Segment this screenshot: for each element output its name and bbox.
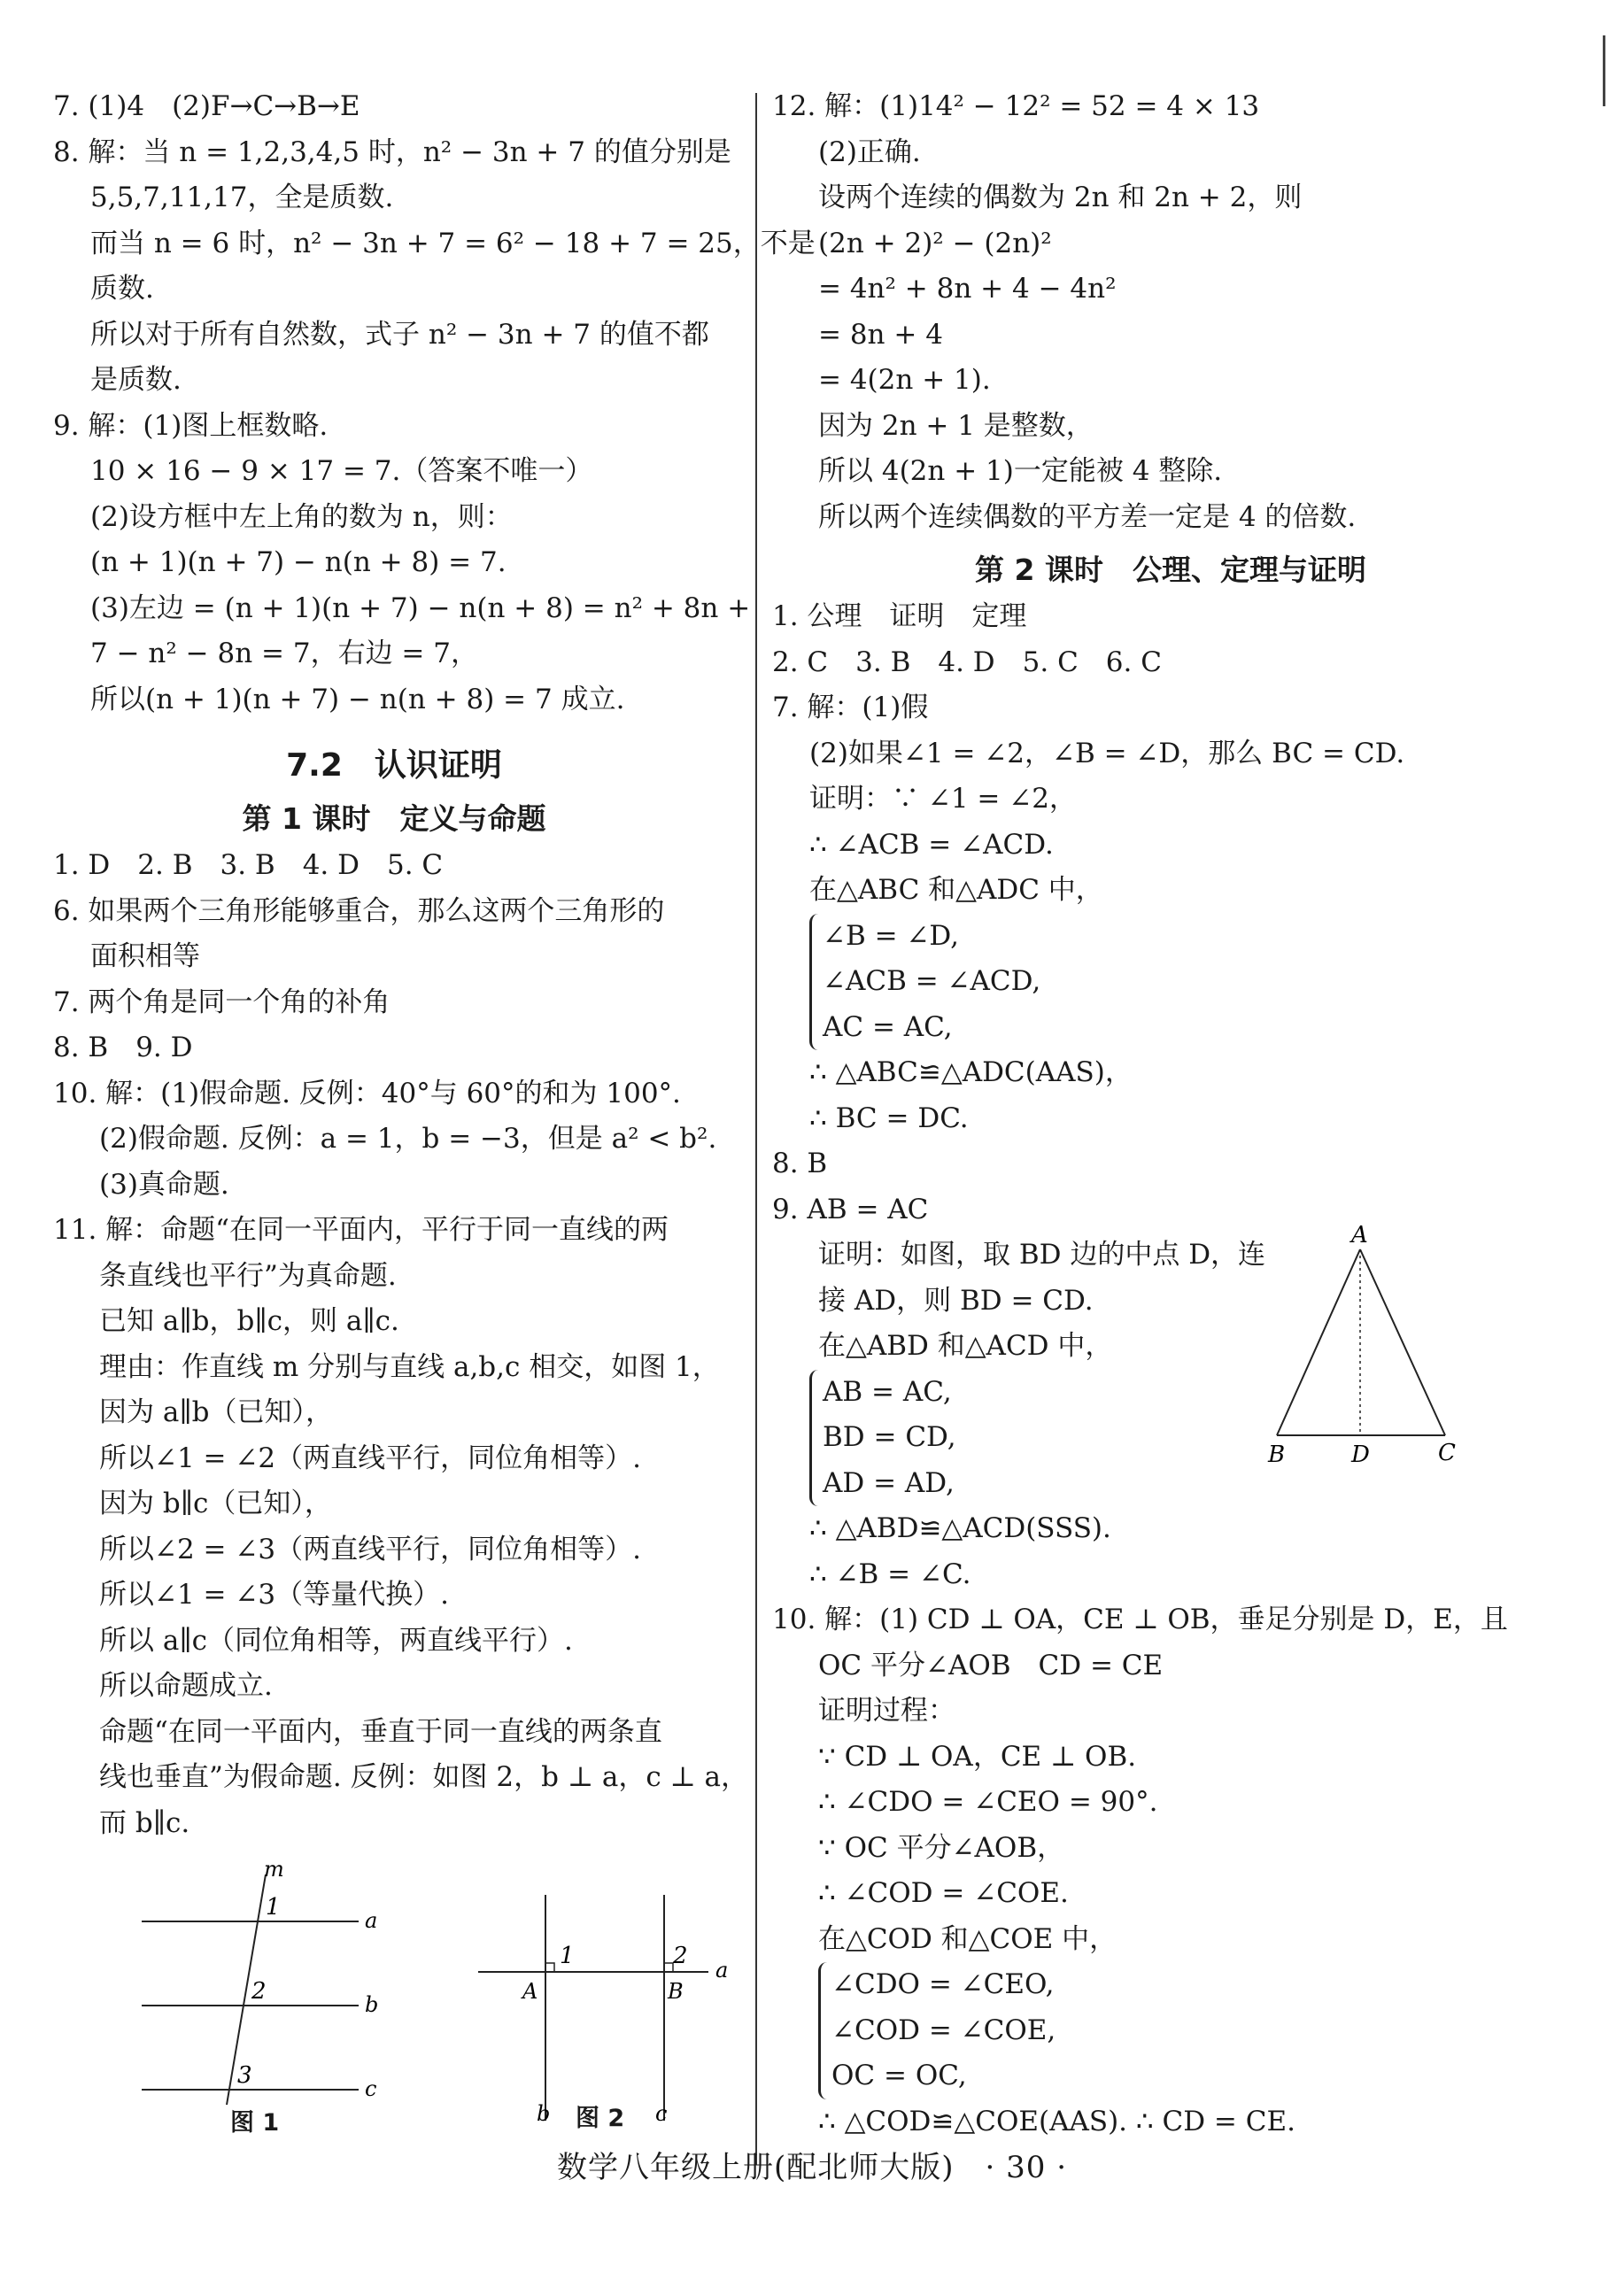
text-line: 证明：如图，取 BD 边的中点 D，连 xyxy=(818,1239,1266,1271)
text-line: 12. 解：(1)14² − 12² = 52 = 4 × 13 xyxy=(772,90,1260,122)
text-line: 而当 n = 6 时，n² − 3n + 7 = 6² − 18 + 7 = 25，不是 xyxy=(90,227,816,259)
text-line: 所以∠1 = ∠3（等量代换）. xyxy=(99,1579,449,1611)
text-line: 条直线也平行”为真命题. xyxy=(99,1259,397,1292)
tri-label-A: A xyxy=(1351,1222,1368,1248)
text-line: ∴ ∠CDO = ∠CEO = 90°. xyxy=(818,1786,1158,1818)
text-line: (3)真命题. xyxy=(99,1168,229,1201)
figure-1-caption: 图 1 xyxy=(230,2109,280,2137)
text-line: 10. 解：(1) CD ⊥ OA，CE ⊥ OB，垂足分别是 D，E，且 xyxy=(772,1604,1508,1635)
lesson-title: 第 1 课时 定义与命题 xyxy=(242,801,546,836)
fig2-label-b: b xyxy=(537,2101,551,2126)
text-line: 5,5,7,11,17，全是质数. xyxy=(90,182,394,213)
text-line: AC = AC, xyxy=(823,1010,953,1043)
fig2-label-A: A xyxy=(522,1979,538,2004)
right-block-b xyxy=(772,594,1569,914)
equation-system-10 xyxy=(818,1962,1569,2099)
right-block-c xyxy=(772,1050,1569,1506)
fig1-angle-2: 2 xyxy=(251,1978,267,2005)
text-line: ∵ CD ⊥ OA，CE ⊥ OB. xyxy=(818,1740,1137,1773)
left-column xyxy=(53,84,816,2138)
triangle-diagram xyxy=(1268,1222,1463,1468)
triangle-side-ab xyxy=(1277,1249,1360,1435)
fig1-angle-3: 3 xyxy=(237,2062,252,2089)
text-line: ∴ ∠B = ∠C. xyxy=(809,1558,971,1590)
page-footer: 数学八年级上册(配北师大版) · 30 · xyxy=(556,2150,1068,2185)
text-line: 1. D 2. B 3. B 4. D 5. C xyxy=(53,849,444,881)
text-line: 所以∠1 = ∠2（两直线平行，同位角相等）. xyxy=(99,1442,641,1474)
fig1-label-c: c xyxy=(365,2076,377,2101)
tri-label-C: C xyxy=(1438,1440,1456,1466)
text-line: = 4(2n + 1). xyxy=(818,364,991,396)
text-line: 10 × 16 − 9 × 17 = 7.（答案不唯一） xyxy=(90,455,593,487)
column-divider xyxy=(755,93,757,2165)
text-line: ∠CDO = ∠CEO, xyxy=(831,1968,1055,2000)
text-line: 所以 4(2n + 1)一定能被 4 整除. xyxy=(818,455,1223,487)
text-line: 所以命题成立. xyxy=(99,1670,273,1702)
text-line: 9. AB = AC xyxy=(772,1193,929,1225)
tri-label-D: D xyxy=(1351,1442,1370,1468)
text-line: 所以(n + 1)(n + 7) − n(n + 8) = 7 成立. xyxy=(90,683,625,715)
text-line: (2)设方框中左上角的数为 n，则： xyxy=(90,500,513,533)
fig2-angle-2: 2 xyxy=(673,1943,688,1969)
text-line: = 4n² + 8n + 4 − 4n² xyxy=(818,273,1117,305)
text-line: 1. 公理 证明 定理 xyxy=(772,600,1027,632)
text-line: 命题“在同一平面内，垂直于同一直线的两条直 xyxy=(99,1715,662,1748)
fig1-label-b: b xyxy=(365,1992,379,2017)
text-line: ∠ACB = ∠ACD, xyxy=(823,965,1041,997)
text-line: 所以两个连续偶数的平方差一定是 4 的倍数. xyxy=(818,500,1357,533)
text-line: 面积相等 xyxy=(90,940,200,972)
text-line: ∴ △ABC≌△ADC(AAS)， xyxy=(809,1056,1133,1088)
text-line: (3)左边 = (n + 1)(n + 7) − n(n + 8) = n² + 8n + xyxy=(90,591,751,624)
text-line: 8. B xyxy=(772,1148,828,1179)
text-line: ∴ ∠COD = ∠COE. xyxy=(818,1877,1069,1909)
text-line: ∵ OC 平分∠AOB， xyxy=(818,1831,1065,1864)
text-line: 因为 2n + 1 是整数， xyxy=(818,409,1094,442)
text-line: 质数. xyxy=(90,273,154,305)
fig1-label-a: a xyxy=(365,1908,378,1933)
page-edge-mark xyxy=(1603,35,1605,106)
text-line: 10. 解：(1)假命题. 反例：40°与 60°的和为 100°. xyxy=(53,1077,681,1109)
text-line: (2)假命题. 反例：a = 1，b = −3，但是 a² < b². xyxy=(99,1123,717,1155)
fig2-label-c: c xyxy=(655,2101,668,2126)
text-line: ∴ △COD≌△COE(AAS). ∴ CD = CE. xyxy=(818,2105,1295,2137)
text-line: 6. 如果两个三角形能够重合，那么这两个三角形的 xyxy=(53,894,665,927)
right-block-a xyxy=(772,84,1569,540)
text-line: 是质数. xyxy=(90,364,182,396)
text-line: ∴ BC = DC. xyxy=(809,1101,969,1134)
text-line: 所以∠2 = ∠3（两直线平行，同位角相等）. xyxy=(99,1533,641,1565)
text-line: ∠COD = ∠COE, xyxy=(831,2014,1056,2046)
text-line: 2. C 3. B 4. D 5. C 6. C xyxy=(772,645,1162,678)
fig2-right-angle-1 xyxy=(545,1963,554,1972)
text-line: = 8n + 4 xyxy=(818,318,943,351)
text-line: 已知 a∥b，b∥c，则 a∥c. xyxy=(99,1305,399,1337)
fig2-label-a: a xyxy=(715,1958,729,1983)
text-line: (n + 1)(n + 7) − n(n + 8) = 7. xyxy=(90,546,507,578)
text-line: AB = AC, xyxy=(823,1375,952,1408)
text-line: 在△ABD 和△ACD 中， xyxy=(818,1330,1113,1362)
tri-label-B: B xyxy=(1268,1442,1286,1468)
text-line: 接 AD，则 BD = CD. xyxy=(818,1284,1094,1317)
fig2-label-B: B xyxy=(668,1979,684,2004)
equation-system-7 xyxy=(809,914,1569,1051)
text-line: BD = CD, xyxy=(823,1421,956,1453)
text-line: 11. 解：命题“在同一平面内，平行于同一直线的两 xyxy=(53,1214,669,1246)
triangle-side-ac xyxy=(1360,1249,1445,1435)
fig2-angle-1: 1 xyxy=(560,1943,575,1969)
text-line: 9. 解：(1)图上框数略. xyxy=(53,409,329,442)
text-line: 7. 两个角是同一个角的补角 xyxy=(53,986,391,1018)
fig1-angle-1: 1 xyxy=(266,1894,281,1921)
text-line: ∴ △ABD≌△ACD(SSS). xyxy=(809,1512,1111,1544)
section-title: 7.2 认识证明 xyxy=(286,747,502,784)
text-line: (2)如果∠1 = ∠2，∠B = ∠D，那么 BC = CD. xyxy=(809,737,1405,769)
text-line: 在△COD 和△COE 中， xyxy=(818,1922,1117,1955)
text-line: AD = AD, xyxy=(823,1466,955,1499)
text-line: 8. B 9. D xyxy=(53,1032,193,1063)
text-line: OC = OC, xyxy=(831,2060,967,2091)
text-line: (2)正确. xyxy=(818,135,921,168)
text-line: 证明过程： xyxy=(818,1695,955,1727)
fig1-label-m: m xyxy=(264,1857,284,1882)
text-line: 所以对于所有自然数，式子 n² − 3n + 7 的值不都 xyxy=(90,318,709,351)
text-line: 7 − n² − 8n = 7，右边 = 7， xyxy=(90,638,478,669)
text-line: (2n + 2)² − (2n)² xyxy=(818,227,1052,259)
fig2-right-angle-2 xyxy=(664,1963,673,1972)
text-line: 8. 解：当 n = 1,2,3,4,5 时，n² − 3n + 7 的值分别是 xyxy=(53,135,731,168)
left-block-b xyxy=(53,843,749,1846)
figures-row xyxy=(53,1846,735,2138)
text-line: 在△ABC 和△ADC 中， xyxy=(809,874,1103,906)
text-line: 证明：∵ ∠1 = ∠2， xyxy=(809,783,1077,815)
text-line: 因为 a∥b（已知）， xyxy=(99,1396,333,1428)
left-block-a xyxy=(53,84,816,723)
text-line: 理由：作直线 m 分别与直线 a,b,c 相交，如图 1， xyxy=(99,1350,720,1383)
right-column xyxy=(772,84,1569,2145)
text-line: ∴ ∠ACB = ∠ACD. xyxy=(809,828,1054,861)
text-line: 因为 b∥c（已知）， xyxy=(99,1488,332,1519)
text-line: OC 平分∠AOB CD = CE xyxy=(818,1649,1164,1681)
text-line: 7. (1)4 (2)F→C→B→E xyxy=(53,90,360,122)
text-line: 所以 a∥c（同位角相等，两直线平行）. xyxy=(99,1624,573,1657)
text-line: 7. 解：(1)假 xyxy=(772,692,929,723)
text-line: 而 b∥c. xyxy=(99,1806,190,1839)
text-line: 线也垂直”为假命题. 反例：如图 2，b ⊥ a，c ⊥ a， xyxy=(99,1761,749,1793)
right-block-d xyxy=(772,1506,1569,1962)
figure-2-caption: 图 2 xyxy=(576,2105,625,2132)
lesson-title: 第 2 课时 公理、定理与证明 xyxy=(975,553,1366,587)
text-line: ∠B = ∠D, xyxy=(823,919,960,952)
text-line: 设两个连续的偶数为 2n 和 2n + 2，则 xyxy=(818,182,1303,213)
